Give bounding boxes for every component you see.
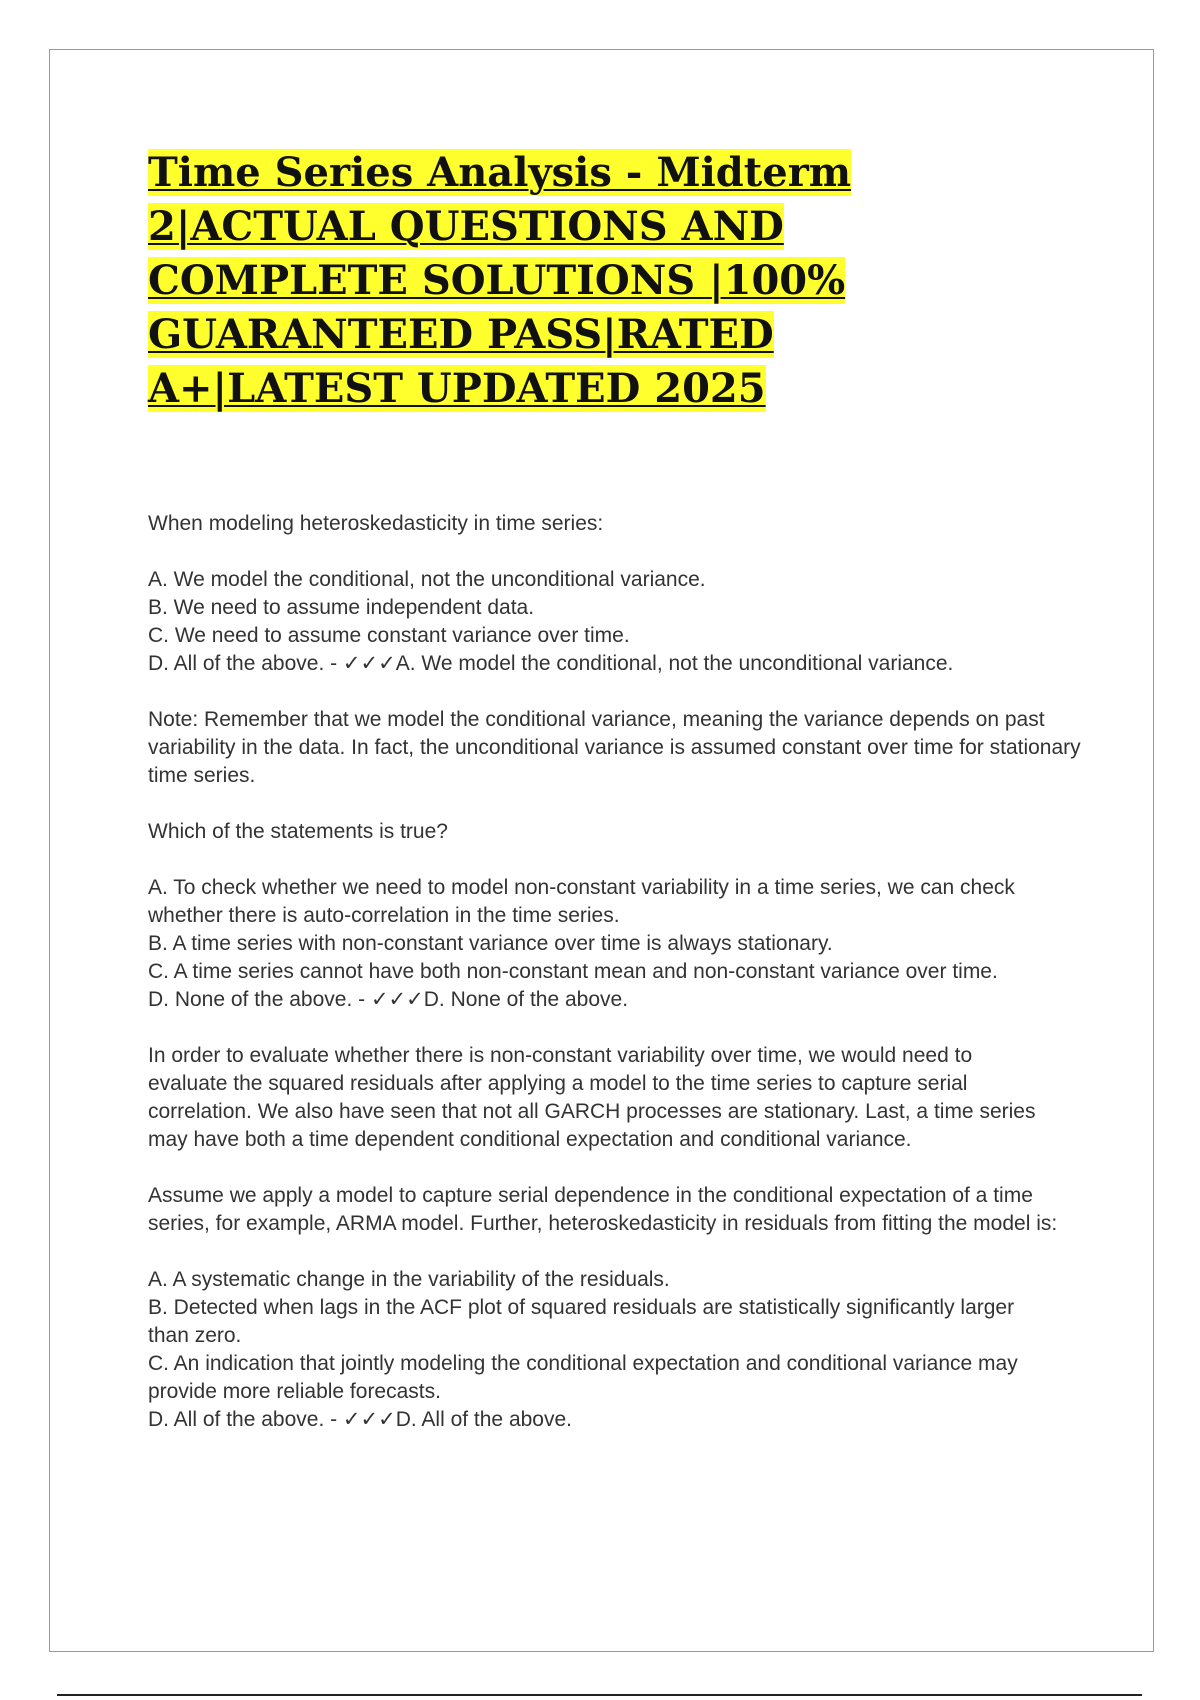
title-line: 2|ACTUAL QUESTIONS AND (148, 203, 784, 250)
question-block (148, 510, 1108, 790)
answer-option: A. We model the conditional, not the unconditional variance. (148, 568, 706, 591)
answer-option: B. Detected when lags in the ACF plot of squared residuals are statistically significantly larger than zero. (148, 1296, 1015, 1347)
question-prompt: When modeling heteroskedasticity in time series: (148, 512, 604, 535)
answer-option: A. To check whether we need to model non-constant variability in a time series, we can check whether there is auto-correlation in the time series. (148, 876, 1015, 927)
document-page (49, 49, 1154, 1652)
answer-option-correct: D. None of the above. - ✓✓✓D. None of the above. (148, 988, 629, 1011)
question-block (148, 1182, 1108, 1434)
document-title (148, 146, 908, 416)
answer-option: C. An indication that jointly modeling the conditional expectation and conditional variance may provide more reliable forecasts. (148, 1352, 1018, 1403)
answer-options (148, 874, 1058, 1014)
title-line: Time Series Analysis - Midterm (148, 149, 852, 196)
answer-options (148, 566, 1108, 678)
answer-option-correct: D. All of the above. - ✓✓✓D. All of the above. (148, 1408, 572, 1431)
title-line: GUARANTEED PASS|RATED (148, 311, 774, 358)
title-line: COMPLETE SOLUTIONS |100% (148, 257, 846, 304)
question-block (148, 818, 1108, 1154)
answer-options (148, 1266, 1028, 1434)
answer-explanation: Note: Remember that we model the conditional variance, meaning the variance depends on past variability in the data. In fact, the unconditional variance is assumed constant over time for stationary time series. (148, 708, 1081, 787)
answer-option: B. We need to assume independent data. (148, 596, 535, 619)
answer-option: A. A systematic change in the variability of the residuals. (148, 1268, 670, 1291)
answer-option: C. We need to assume constant variance over time. (148, 624, 630, 647)
question-prompt: Which of the statements is true? (148, 820, 448, 843)
question-prompt: Assume we apply a model to capture serial dependence in the conditional expectation of a time series, for example, ARMA model. Further, heteroskedasticity in residuals from fitting the model is: (148, 1184, 1058, 1235)
page-bottom-divider (57, 1694, 1142, 1696)
answer-option: B. A time series with non-constant variance over time is always stationary. (148, 932, 833, 955)
answer-option-correct: D. All of the above. - ✓✓✓A. We model the conditional, not the unconditional variance. (148, 652, 954, 675)
title-line: A+|LATEST UPDATED 2025 (148, 365, 766, 412)
document-content (148, 146, 1108, 1434)
answer-option: C. A time series cannot have both non-constant mean and non-constant variance over time. (148, 960, 998, 983)
answer-explanation: In order to evaluate whether there is non-constant variability over time, we would need to evaluate the squared residuals after applying a model to the time series to capture serial correlation. We also have seen that not all GARCH processes are stationary. Last, a time series may have both a time dependent conditional expectation and conditional variance. (148, 1044, 1036, 1151)
